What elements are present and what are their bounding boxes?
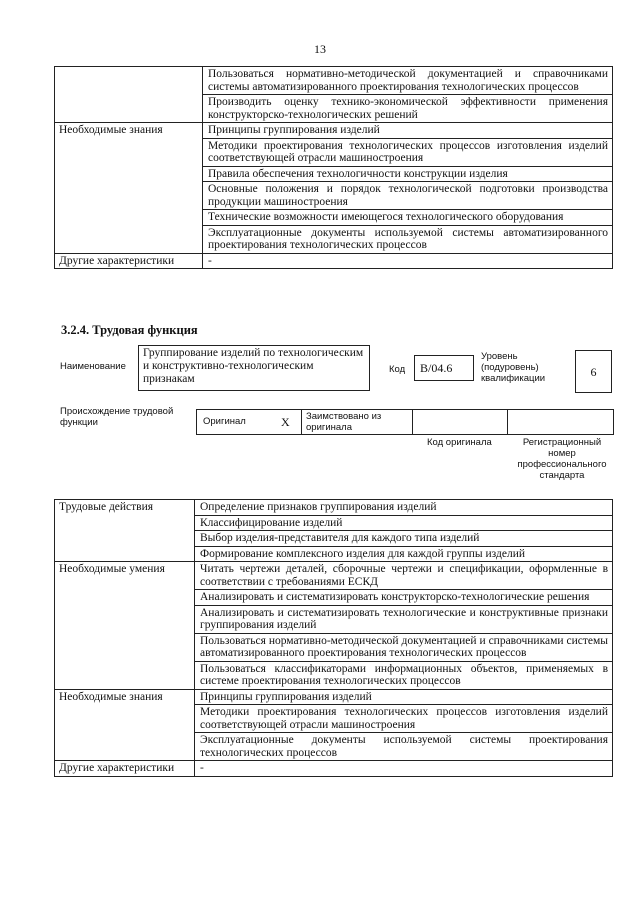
row-label: Другие характеристики bbox=[55, 253, 203, 269]
divider bbox=[412, 410, 413, 434]
row-text: Выбор изделия-представителя для каждого типа изделий bbox=[195, 531, 613, 547]
table-row bbox=[55, 123, 613, 139]
row-text: Производить оценку технико-экономической эффективности применения конструкторско-технологических решений bbox=[203, 95, 613, 123]
row-text: Анализировать и систематизировать конструкторско-технологические решения bbox=[195, 590, 613, 606]
table-row bbox=[55, 689, 613, 705]
row-text: Принципы группирования изделий bbox=[203, 123, 613, 139]
table-row bbox=[55, 562, 613, 590]
borrowed-label: Заимствовано из оригинала bbox=[306, 411, 382, 433]
row-text: Определение признаков группирования изделий bbox=[195, 500, 613, 516]
table-row bbox=[55, 500, 613, 516]
page-number: 13 bbox=[314, 42, 326, 56]
divider bbox=[507, 410, 508, 434]
row-text: Технические возможности имеющегося технологического оборудования bbox=[203, 210, 613, 226]
row-label bbox=[55, 67, 203, 123]
row-label: Трудовые действия bbox=[55, 500, 195, 562]
table-row bbox=[55, 67, 613, 95]
code-original-caption: Код оригинала bbox=[427, 437, 492, 448]
row-label: Необходимые знания bbox=[55, 689, 195, 761]
reg-number-caption: Регистрационный номер профессионального стандарта bbox=[517, 437, 607, 481]
row-text: Формирование комплексного изделия для каждой группы изделий bbox=[195, 546, 613, 562]
original-label: Оригинал bbox=[203, 416, 246, 427]
row-text: Классифицирование изделий bbox=[195, 515, 613, 531]
row-text: - bbox=[195, 761, 613, 777]
row-text: Эксплуатационные документы используемой системы проектирования технологических процессов bbox=[195, 733, 613, 761]
level-value: 6 bbox=[575, 350, 612, 393]
row-text: Анализировать и систематизировать технологические и конструктивные признаки группирования изделий bbox=[195, 605, 613, 633]
row-text: Пользоваться нормативно-методической документацией и справочниками системы автоматизированного проектирования технологических процессов bbox=[203, 67, 613, 95]
row-text: Принципы группирования изделий bbox=[195, 689, 613, 705]
top-requirements-table bbox=[54, 66, 613, 269]
row-label: Необходимые знания bbox=[55, 123, 203, 254]
row-text: Правила обеспечения технологичности конструкции изделия bbox=[203, 166, 613, 182]
row-text: Пользоваться нормативно-методической документацией и справочниками системы автоматизированного проектирования технологических процессов bbox=[195, 633, 613, 661]
row-label: Другие характеристики bbox=[55, 761, 195, 777]
divider bbox=[301, 410, 302, 434]
row-text: Пользоваться классификаторами информационных объектов, применяемых в системе проектирования технологических процессов bbox=[195, 661, 613, 689]
section-heading: 3.2.4. Трудовая функция bbox=[61, 323, 198, 337]
row-text: Методики проектирования технологических процессов изготовления изделий соответствующей отрасли машиностроения bbox=[203, 138, 613, 166]
row-text: Читать чертежи деталей, сборочные чертежи и спецификации, оформленные в соответствии с требованиями ЕСКД bbox=[195, 562, 613, 590]
table-row bbox=[55, 761, 613, 777]
row-text: - bbox=[203, 253, 613, 269]
code-label: Код bbox=[389, 364, 406, 375]
row-text: Эксплуатационные документы используемой системы автоматизированного проектирования технологических процессов bbox=[203, 225, 613, 253]
code-value: В/04.6 bbox=[414, 355, 474, 381]
function-name-value: Группирование изделий по технологическим и конструктивно-технологическим признакам bbox=[138, 345, 370, 391]
name-label: Наименование bbox=[60, 361, 126, 372]
row-text: Методики проектирования технологических процессов изготовления изделий соответствующей отрасли машиностроения bbox=[195, 705, 613, 733]
origin-label: Происхождение трудовой функции bbox=[60, 406, 174, 428]
origin-box bbox=[196, 409, 614, 435]
level-label: Уровень (подуровень) квалификации bbox=[481, 351, 546, 384]
row-text: Основные положения и порядок технологической подготовки производства продукции машиностроения bbox=[203, 182, 613, 210]
original-mark: X bbox=[281, 415, 290, 429]
row-label: Необходимые умения bbox=[55, 562, 195, 690]
labor-function-table bbox=[54, 499, 613, 777]
table-row bbox=[55, 253, 613, 269]
